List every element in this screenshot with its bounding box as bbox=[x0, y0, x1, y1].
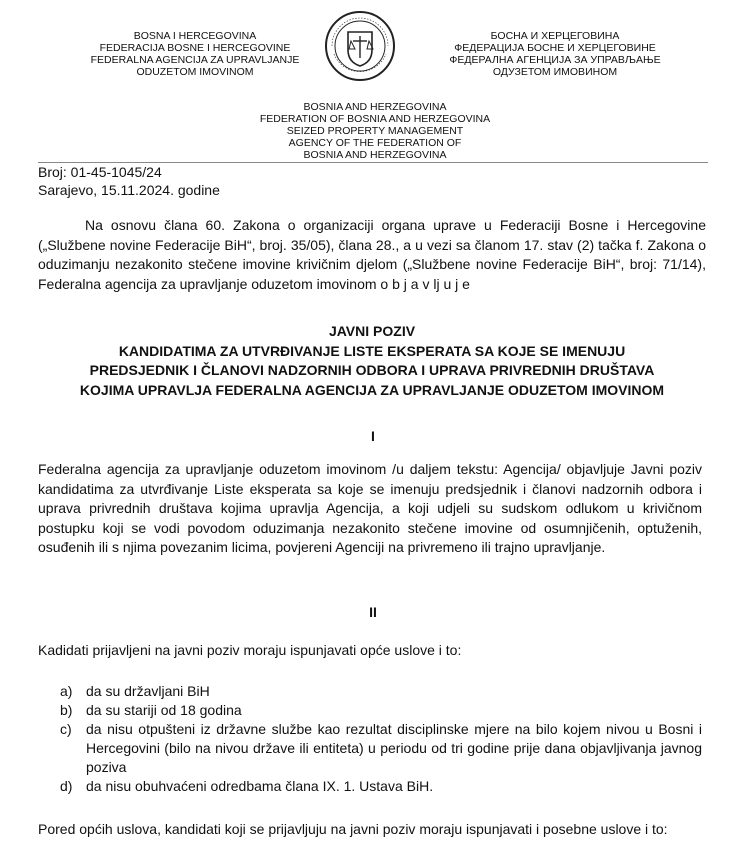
title-line: JAVNI POZIV bbox=[328, 323, 416, 339]
conditions-list bbox=[60, 682, 702, 796]
header-line: БОСНА И ХЕРЦЕГОВИНА bbox=[490, 30, 620, 42]
document-title bbox=[38, 322, 706, 400]
header-line: FEDERALNA AGENCIJA ZA UPRAVLJANJE bbox=[90, 54, 300, 66]
closing-paragraph: Pored općih uslova, kandidati koji se prijavljuju na javni poziv moraju ispunjavati i posebne uslove i to: bbox=[38, 821, 668, 837]
header-line: ОДУЗЕТОМ ИМОВИНОМ bbox=[492, 66, 618, 78]
intro-paragraph: Na osnovu člana 60. Zakona o organizaciji organa uprave u Federaciji Bosne i Hercegovine („Službene novine Federacije BiH“, broj. 35/05), člana 28., a u vezi sa članom 17. stav (2) tačka f. Zakona o oduzimanju nezakonito stečene imovine krivičnim djelom („Službene novine Federacije BiH“, broj: 71/14), Federalna agencija za upravljanje oduzetom imovinom o b j a v lj u j e bbox=[38, 217, 706, 292]
header-line: ODUZETOM IMOVINOM bbox=[136, 66, 254, 78]
list-item-label: b) bbox=[60, 702, 73, 718]
list-item-text: da nisu otpušteni iz državne službe kao rezultat disciplinske mjere na bilo kojem nivou u Bosni i Hercegovini (bilo na nivou države ili entiteta) u periodu od tri godine prije dana objavljivanja javnog poziva bbox=[86, 721, 702, 775]
header-line: AGENCY OF THE FEDERATION OF bbox=[288, 137, 462, 149]
list-item bbox=[60, 682, 702, 701]
list-item-label: c) bbox=[60, 721, 72, 737]
title-line: KANDIDATIMA ZA UTVRĐIVANJE LISTE EKSPERATA SA KOJE SE IMENUJU bbox=[118, 342, 626, 359]
conditions-intro: Kadidati prijavljeni na javni poziv moraju ispunjavati opće uslove i to: bbox=[38, 642, 462, 658]
title-line: PREDSJEDNIK I ČLANOVI NADZORNIH ODBORA I UPRAVA PRIVREDNIH DRUŠTAVA bbox=[89, 362, 655, 378]
list-item bbox=[60, 720, 702, 777]
agency-seal-icon bbox=[324, 10, 396, 82]
list-item-label: a) bbox=[60, 683, 73, 699]
list-item-label: d) bbox=[60, 778, 73, 794]
header-line: SEIZED PROPERTY MANAGEMENT bbox=[286, 125, 464, 137]
list-item bbox=[60, 777, 702, 796]
header-left-latin bbox=[70, 30, 320, 78]
document-number: Broj: 01-45-1045/24 bbox=[38, 164, 162, 180]
document-date: Sarajevo, 15.11.2024. godine bbox=[38, 182, 220, 198]
header-divider bbox=[38, 162, 708, 163]
list-item-text: da su državljani BiH bbox=[86, 683, 210, 699]
header-center-english bbox=[230, 101, 520, 161]
section-1-paragraph: Federalna agencija za upravljanje oduzetom imovinom /u daljem tekstu: Agencija/ objavljuje Javni poziv kandidatima za utvrđivanje Liste eksperata sa koje se imenuju predsjednik i članovi nadzornih odbora i uprava privrednih društava kojima upravlja Agencija, a koji udjeli su sudskom odlukom u krivičnom postupku koji se vodi povodom oduzimanja nezakonito stečene imovine od osumnjičenih, optuženih, osuđenih ili s njima povezanim licima, povjereni Agenciji na privremeno ili trajno upravljanje. bbox=[38, 461, 702, 555]
header-line: BOSNA I HERCEGOVINA bbox=[133, 30, 257, 42]
header-line: BOSNIA AND HERZEGOVINA bbox=[303, 149, 447, 161]
header-line: ФЕДЕРАЛНА АГЕНЦИЈА ЗА УПРАВЉАЊЕ bbox=[449, 54, 661, 66]
section-numeral-2: II bbox=[369, 604, 377, 620]
header-line: ФЕДЕРАЦИЈА БОСНЕ И ХЕРЦЕГОВИНЕ bbox=[454, 42, 656, 54]
list-item-text: da su stariji od 18 godina bbox=[86, 702, 242, 718]
list-item-text: da nisu obuhvaćeni odredbama člana IX. 1. Ustava BiH. bbox=[86, 778, 434, 794]
title-line: KOJIMA UPRAVLJA FEDERALNA AGENCIJA ZA UPRAVLJANJE ODUZETOM IMOVINOM bbox=[79, 381, 665, 398]
header-line: FEDERATION OF BOSNIA AND HERZEGOVINA bbox=[259, 113, 491, 125]
list-item bbox=[60, 701, 702, 720]
header-line: FEDERACIJA BOSNE I HERCEGOVINE bbox=[99, 42, 291, 54]
section-numeral-1: I bbox=[371, 428, 375, 444]
header-right-cyrillic bbox=[430, 30, 680, 78]
header-line: BOSNIA AND HERZEGOVINA bbox=[303, 101, 447, 113]
